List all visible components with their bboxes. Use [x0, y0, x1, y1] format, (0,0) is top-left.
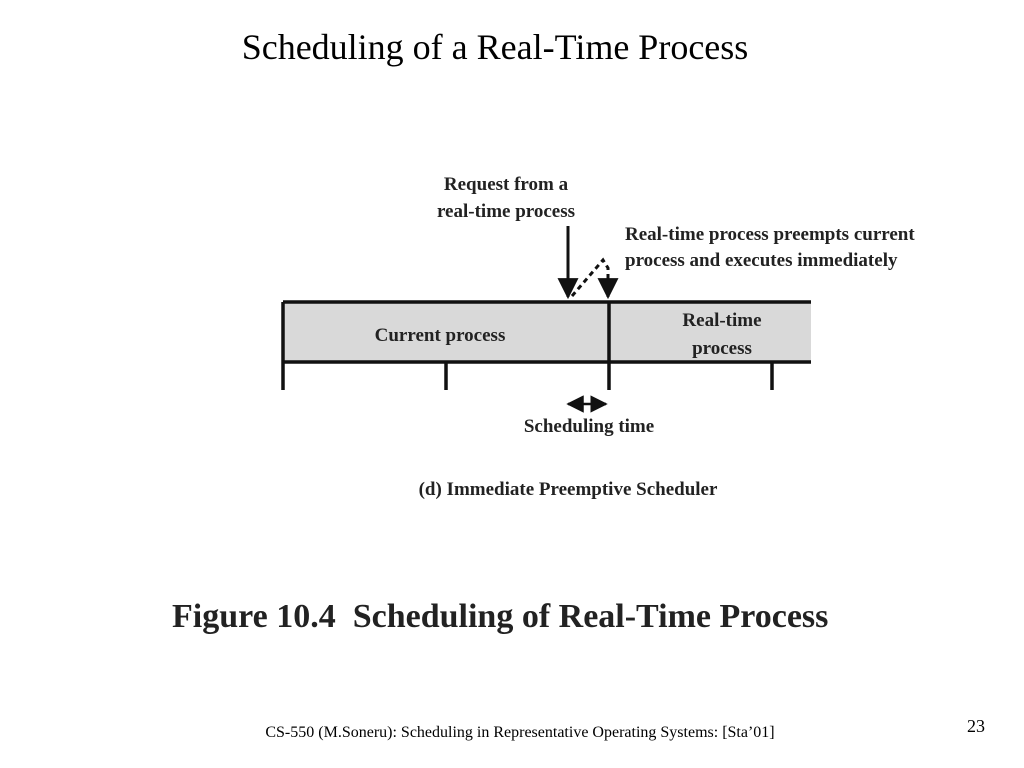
preempt-label-line1: Real-time process preempts current: [625, 224, 915, 245]
preempt-label-line2: process and executes immediately: [625, 250, 898, 271]
slide-footer: CS-550 (M.Soneru): Scheduling in Representative Operating Systems: [Sta’01]: [265, 724, 775, 741]
request-label-line2: real-time process: [436, 201, 576, 222]
realtime-process-label-line1: Real-time: [682, 310, 762, 331]
slide-title: Scheduling of a Real-Time Process: [241, 27, 749, 67]
figure-caption-text: Scheduling of Real-Time Process: [352, 598, 829, 635]
scheduling-time-label: Scheduling time: [523, 416, 655, 437]
current-process-label: Current process: [374, 325, 506, 346]
figure-number: Figure 10.4: [172, 598, 336, 635]
realtime-process-label-line2: process: [692, 338, 752, 359]
preempt-arrow: [572, 260, 608, 297]
page-number: 23: [967, 716, 985, 736]
request-label-line1: Request from a: [443, 174, 569, 195]
figure-caption: [172, 598, 828, 636]
diagram-subcaption: (d) Immediate Preemptive Scheduler: [418, 479, 718, 500]
